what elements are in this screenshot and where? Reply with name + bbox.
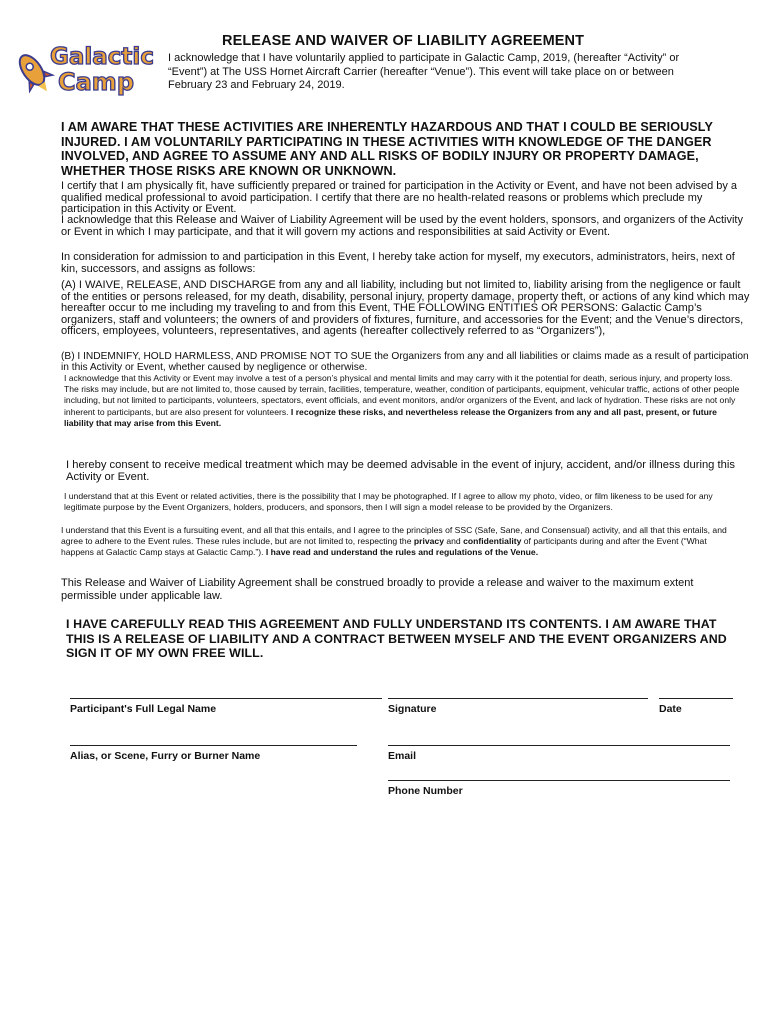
final-statement: I HAVE CAREFULLY READ THIS AGREEMENT AND FULLY UNDERSTAND ITS CONTENTS. I AM AWARE THAT THIS IS A RELEASE OF LIABILITY AND A CONTRACT BETWEEN MYSELF AND THE EVENT ORGANIZERS AND SIGN IT OF MY OWN FREE WILL. (66, 617, 727, 660)
fursuit-text-end: of participants during and after the Event (“What happens at Galactic Camp stays at Galactic Camp.”). (61, 536, 707, 558)
confidentiality-text: confidentiality (463, 536, 522, 547)
phone-line[interactable] (388, 780, 730, 781)
email-label: Email (388, 750, 417, 762)
medical-consent-paragraph: I hereby consent to receive medical treatment which may be deemed advisable in the event of injury, accident, and/or illness during this Activity or Event. (66, 459, 735, 483)
alias-line[interactable] (70, 745, 357, 746)
signature-line[interactable] (388, 698, 648, 699)
certify-paragraph: I certify that I am physically fit, have sufficiently prepared or trained for participation in the Activity or Event, and have not been advised by a qualified medical professional to avoid participation. I certify that there are no health-related reasons or problems which preclude my participation in this Activity or Event. (61, 180, 738, 216)
signature-label: Signature (388, 703, 437, 715)
fursuit-paragraph (61, 525, 741, 559)
photo-consent-paragraph: I understand that at this Event or related activities, there is the possibility that I may be photographed. If I agree to allow my photo, video, or film likeness to be used for any legitimate purpose by the Event Organizers, holders, producers, and sponsors, then I will sign a model release to be provided by the Organizers. (64, 491, 713, 513)
and-text: and (443, 536, 464, 547)
email-line[interactable] (388, 745, 730, 746)
risks-bold-text: I recognize these risks, and nevertheless release the Organizers from any and all past, present, or future liability that may arise from this Event. (64, 406, 717, 428)
rules-ack-text: I have read and understand the rules and regulations of the Venue. (265, 547, 539, 558)
consideration-paragraph: In consideration for admission to and participation in this Event, I hereby take action for myself, my executors, administrators, heirs, next of kin, successors, and assigns as follows: (61, 251, 735, 275)
alias-label: Alias, or Scene, Furry or Burner Name (70, 750, 261, 762)
hazard-warning: I AM AWARE THAT THESE ACTIVITIES ARE INHERENTLY HAZARDOUS AND THAT I COULD BE SERIOUSLY INJURED. I AM VOLUNTARILY PARTICIPATING IN THESE ACTIVITIES WITH KNOWLEDGE OF THE DANGER INVOLVED, AND AGREE TO ASSUME ANY AND ALL RISKS OF BODILY INJURY OR PROPERTY DAMAGE, WHETHER THOSE RISKS ARE KNOWN OR UNKNOWN. (61, 120, 713, 178)
svg-text:Camp: Camp (58, 68, 134, 96)
acknowledge-release-paragraph: I acknowledge that this Release and Waiver of Liability Agreement will be used by the event holders, sponsors, and organizers of the Activity or Event in which I may participate, and that it will govern my actions and responsibilities at said Activity or Event. (61, 214, 743, 238)
privacy-text: privacy (413, 536, 444, 547)
date-label: Date (659, 703, 682, 715)
svg-text:Galactic: Galactic (50, 44, 154, 70)
full-name-line[interactable] (70, 698, 382, 699)
intro-paragraph: I acknowledge that I have voluntarily applied to participate in Galactic Camp, 2019, (hereafter “Activity” or “Event”) at The USS Hornet Aircraft Carrier (hereafter “Venue”). This event will take place on or between February 23 and February 24, 2019. (168, 52, 680, 91)
clause-b: (B) I INDEMNIFY, HOLD HARMLESS, AND PROMISE NOT TO SUE the Organizers from any and all liabilities or claims made as a result of participation in this Activity or Event, whether caused by negligence or otherwise. (61, 351, 749, 374)
full-name-label: Participant's Full Legal Name (70, 703, 217, 715)
galactic-camp-logo (10, 38, 165, 100)
clause-a: (A) I WAIVE, RELEASE, AND DISCHARGE from any and all liability, including but not limited to, liability arising from the negligence or fault of the entities or persons released, for my death, disability, personal injury, property damage, property theft, or actions of any kind which may hereafter occur to me including my traveling to and from this Event, THE FOLLOWING ENTITIES OR PERSONS: Galactic Camp’s organizers, staff and volunteers; the owners of and providers of fixtures, furniture, and accessories for the Event; and the Venue’s directors, officers, employees, volunteers, representatives, and agents (hereafter collectively referred to as “Organizers”), (61, 279, 750, 338)
date-line[interactable] (659, 698, 733, 699)
risks-paragraph (64, 373, 744, 429)
phone-label: Phone Number (388, 785, 463, 797)
rocket-icon (10, 38, 165, 100)
construed-paragraph: This Release and Waiver of Liability Agreement shall be construed broadly to provide a release and waiver to the maximum extent permissible under applicable law. (61, 577, 694, 602)
document-title: RELEASE AND WAIVER OF LIABILITY AGREEMENT (222, 33, 585, 49)
risks-text: I acknowledge that this Activity or Event may involve a test of a person’s physical and mental limits and may carry with it the potential for death, serious injury, and property loss. The risks may include, but are not limited to, those caused by terrain, facilities, temperature, weather, condition of participants, equipment, vehicular traffic, actions of other people including, but not limited to participants, volunteers, spectators, event officials, and event monitors, and/or organizers of the Event, and lack of hydration. These risks are not only inherent to participants, but are also present for volunteers. (64, 373, 740, 417)
fursuit-text: I understand that this Event is a fursuiting event, and all that this entails, and I agree to the principles of SSC (Safe, Sane, and Consensual) activity, and all that this entails, and agree to adhere to the Event rules. These rules include, but are not limited to, respecting the (61, 525, 727, 547)
